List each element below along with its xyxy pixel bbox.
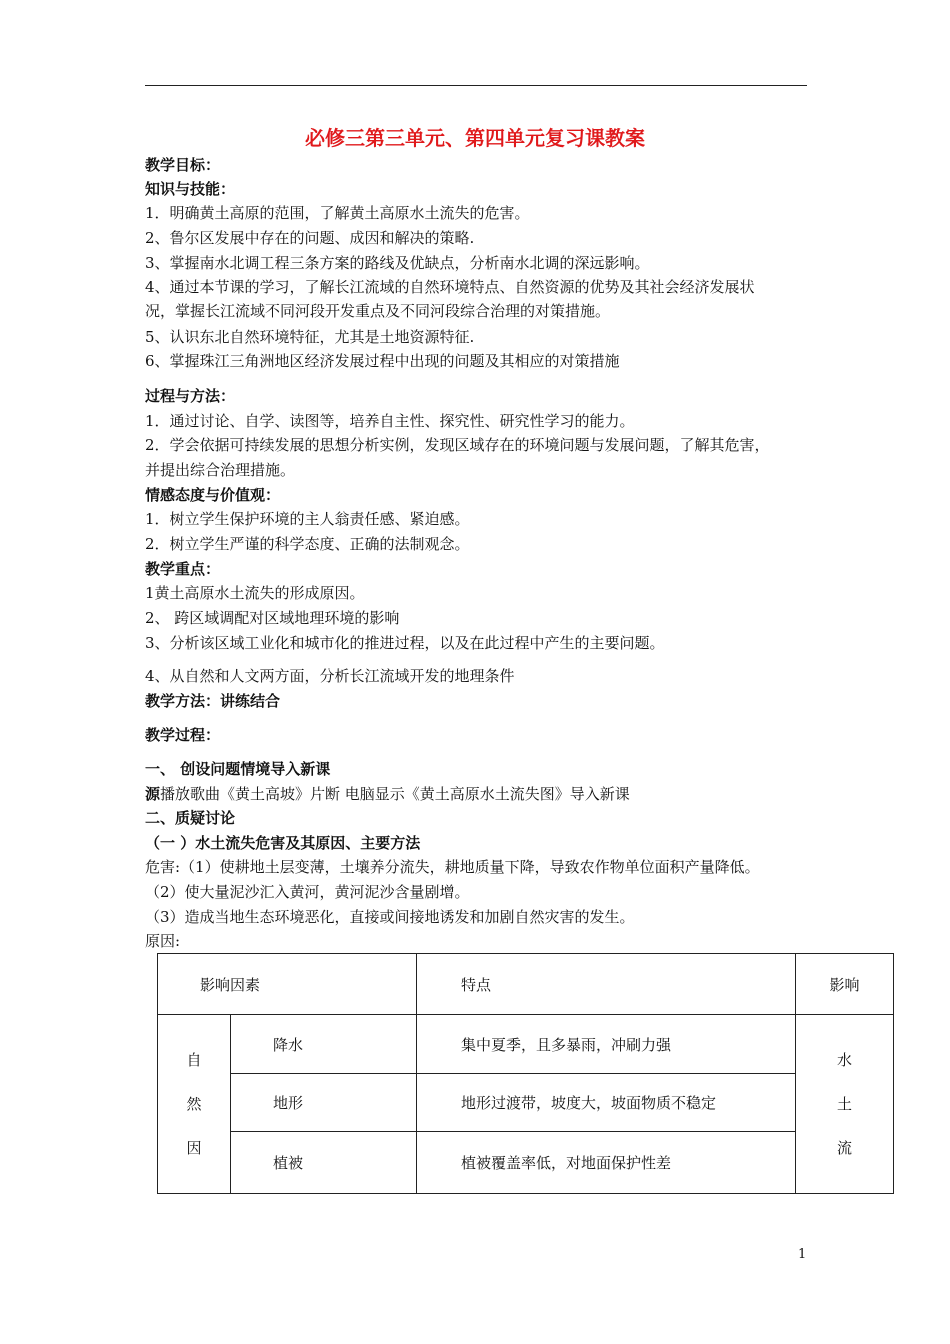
text-line xyxy=(145,691,280,711)
text-content: 3、分析该区域工业化和城市化的推进过程，以及在此过程中产生的主要问题。 xyxy=(145,634,665,652)
text-content: 5、认识东北自然环境特征，尤其是土地资源特征. xyxy=(145,328,475,346)
text-line xyxy=(145,301,610,321)
text-content: 一、 创设问题情境导入新课 xyxy=(145,760,331,778)
text-line xyxy=(145,882,470,902)
text-line xyxy=(145,608,399,628)
text-line xyxy=(145,203,530,223)
text-content: （2）使大量泥沙汇入黄河，黄河泥沙含量剧增。 xyxy=(145,883,470,901)
text-content: 原因: xyxy=(145,932,181,950)
page-number: 1 xyxy=(798,1247,807,1262)
text-content: 知识与技能： xyxy=(145,180,236,198)
header-rule xyxy=(145,85,807,86)
text-line xyxy=(145,277,755,297)
factor-feature: 地形过渡带，坡度大，坡面物质不稳定 xyxy=(417,1074,796,1132)
text-line xyxy=(145,435,770,455)
text-content: 教学重点： xyxy=(145,560,221,578)
text-content: 1．明确黄土高原的范围，了解黄土高原水土流失的危害。 xyxy=(145,204,530,222)
text-content: 教学过程： xyxy=(145,726,221,744)
text-content: （一 ）水土流失危害及其原因、主要方法 xyxy=(145,834,421,852)
text-line xyxy=(145,666,515,686)
document-title: 必修三第三单元、第四单元复习课教案 xyxy=(305,126,645,150)
text-line xyxy=(145,155,220,175)
text-line xyxy=(145,253,650,273)
text-line xyxy=(145,485,280,505)
table-row xyxy=(158,1132,894,1194)
text-content: 2．树立学生严谨的科学态度、正确的法制观念。 xyxy=(145,535,470,553)
text-line xyxy=(145,907,635,927)
text-content: 6、掌握珠江三角洲地区经济发展过程中出现的问题及其相应的对策措施 xyxy=(145,352,620,370)
text-content: （3）造成当地生态环境恶化，直接或间接地诱发和加剧自然灾害的发生。 xyxy=(145,908,635,926)
text-line xyxy=(145,228,474,248)
text-content: 二、质疑讨论 xyxy=(145,809,236,827)
text-line xyxy=(145,633,665,653)
text-line xyxy=(145,759,330,779)
factor-feature: 集中夏季，且多暴雨，冲刷力强 xyxy=(417,1015,796,1074)
factor-feature: 植被覆盖率低，对地面保护性差 xyxy=(417,1132,796,1194)
text-line xyxy=(145,534,470,554)
group-label-natural: 自 然 因 xyxy=(158,1015,231,1194)
text-line xyxy=(145,179,235,199)
text-line xyxy=(145,808,235,828)
text-line xyxy=(145,411,635,431)
text-line xyxy=(145,460,295,480)
cause-table xyxy=(157,953,894,1194)
text-line xyxy=(145,784,630,804)
text-line xyxy=(145,327,474,347)
text-content: 2、鲁尔区发展中存在的问题、成因和解决的策略. xyxy=(145,229,475,247)
header-factor: 影响因素 xyxy=(158,954,417,1015)
table-row xyxy=(158,1074,894,1132)
table-row xyxy=(158,1015,894,1074)
text-content: 2．学会依据可持续发展的思想分析实例，发现区域存在的环境问题与发展问题，了解其危害， xyxy=(145,436,770,454)
text-line xyxy=(145,559,220,579)
text-line xyxy=(145,725,220,745)
text-content: 播放歌曲《黄土高坡》片断 电脑显示《黄土高原水土流失图》导入新课 xyxy=(160,785,630,803)
text-content: 并提出综合治理措施。 xyxy=(145,461,296,479)
factor-name: 降水 xyxy=(231,1015,417,1074)
impact-label: 水 土 流 xyxy=(796,1015,894,1194)
text-line xyxy=(145,857,760,877)
text-content: 4、从自然和人文两方面，分析长江流域开发的地理条件 xyxy=(145,667,515,685)
text-line xyxy=(145,583,365,603)
text-content: 1．树立学生保护环境的主人翁责任感、紧迫感。 xyxy=(145,510,470,528)
text-content: 教学目标： xyxy=(145,156,221,174)
text-line xyxy=(145,351,620,371)
text-content: 1黄土高原水土流失的形成原因。 xyxy=(145,584,365,602)
text-line xyxy=(145,386,235,406)
header-impact: 影响 xyxy=(796,954,894,1015)
text-line xyxy=(145,833,420,853)
factor-name: 地形 xyxy=(231,1074,417,1132)
text-content: 情感态度与价值观： xyxy=(145,486,281,504)
text-lead: 源 xyxy=(145,785,161,803)
text-content: 1．通过讨论、自学、读图等，培养自主性、探究性、研究性学习的能力。 xyxy=(145,412,635,430)
text-line xyxy=(145,931,180,951)
text-content: 2、 跨区域调配对区域地理环境的影响 xyxy=(145,609,400,627)
factor-name: 植被 xyxy=(231,1132,417,1194)
text-content: 危害:（1）使耕地土层变薄，土壤养分流失，耕地质量下降，导致农作物单位面积产量降低。 xyxy=(145,858,760,876)
text-content: 过程与方法： xyxy=(145,387,236,405)
header-feature: 特点 xyxy=(417,954,796,1015)
text-content: 教学方法：讲练结合 xyxy=(145,692,281,710)
text-line xyxy=(145,509,470,529)
text-content: 况，掌握长江流域不同河段开发重点及不同河段综合治理的对策措施。 xyxy=(145,302,611,320)
table-header-row xyxy=(158,954,894,1015)
text-content: 3、掌握南水北调工程三条方案的路线及优缺点，分析南水北调的深远影响。 xyxy=(145,254,650,272)
text-content: 4、通过本节课的学习，了解长江流域的自然环境特点、自然资源的优势及其社会经济发展状 xyxy=(145,278,755,296)
